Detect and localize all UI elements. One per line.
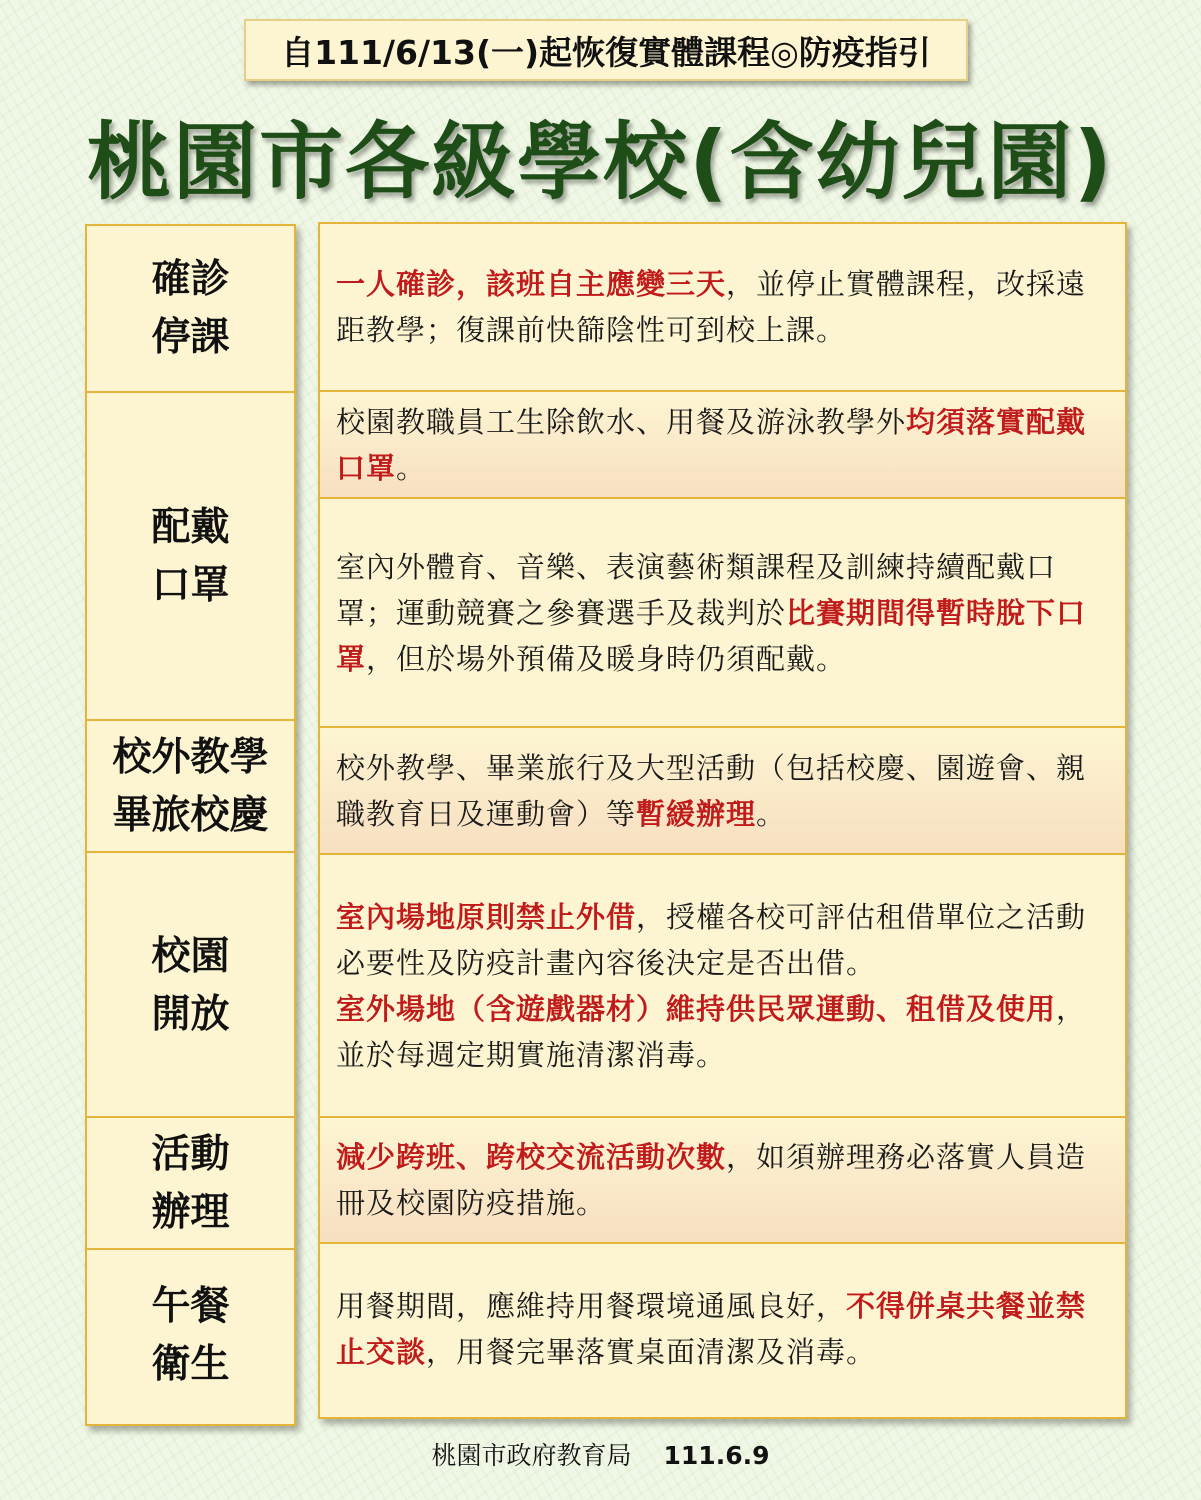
rule-highlight: 減少跨班、跨校交流活動次數 [336,1140,727,1174]
rule-highlight: 一人確診，該班自主應變三天 [336,267,727,301]
page-title: 桃園市各級學校(含幼兒園) [87,113,1114,211]
rule-text: ，並於每週定期實施清潔消毒。 [336,991,1087,1072]
category-column [85,224,296,1426]
rule-campus-open [320,853,1125,1116]
subtitle-banner [244,19,968,81]
rule-mask-general [320,390,1125,497]
footer-date: 111.6.9 [663,1441,770,1470]
category-campus-open [87,851,294,1118]
category-label: 畢旅校慶 [112,793,269,838]
rule-text: 用餐期間，應維持用餐環境通風良好， [336,1288,847,1323]
category-label: 開放 [151,991,230,1037]
category-label: 校園 [151,933,230,979]
rule-text: 。 [396,450,427,485]
category-activities [87,1116,294,1250]
rule-text: 校外教學、畢業旅行及大型活動（包括校慶、園遊會、親職教育日及運動會）等 [336,750,1087,831]
category-mask [87,391,294,721]
rule-text: ，用餐完畢落實桌面清潔及消毒。 [426,1334,877,1369]
category-field-trip [87,719,294,853]
rules-column [318,222,1127,1419]
rule-text: ，如須辦理務必落實人員造冊及校園防疫措施。 [336,1140,1087,1220]
rule-text: 校園教職員工生除飲水、用餐及游泳教學外 [336,404,907,439]
category-label: 確診 [151,256,230,302]
rule-highlight: 均須落實配戴口罩 [336,404,1087,485]
rule-highlight: 室外場地（含遊戲器材）維持供民眾運動、租借及使用 [336,991,1057,1026]
subtitle-text: 自111/6/13(一)起恢復實體課程◎防疫指引 [281,32,931,72]
footer [0,1436,1201,1472]
rule-highlight: 比賽期間得暫時脫下口罩 [336,595,1087,676]
rule-highlight: 暫緩辦理 [636,796,757,831]
category-label: 衛生 [151,1342,230,1387]
category-label: 校外教學 [112,735,269,780]
category-confirmed-case [87,226,294,391]
footer-org: 桃園市政府教育局 [431,1441,632,1470]
category-lunch [87,1248,294,1422]
rule-lunch [320,1242,1125,1413]
rule-highlight: 室內場地原則禁止外借 [336,899,637,934]
rule-highlight: 不得併桌共餐並禁止交談 [336,1288,1087,1369]
category-label: 配戴 [151,505,230,550]
rule-activities [320,1116,1125,1242]
category-label: 辦理 [151,1190,230,1235]
rule-field-trip [320,726,1125,853]
rule-text: ，授權各校可評估租借單位之活動必要性及防疫計畫內容後決定是否出借。 [336,899,1087,980]
rule-text: 室內外體育、音樂、表演藝術類課程及訓練持續配戴口罩；運動競賽之參賽選手及裁判於 [336,549,1057,630]
category-label: 活動 [151,1132,230,1177]
rule-text: 。 [756,796,787,831]
rule-text: ，但於場外預備及暖身時仍須配戴。 [366,641,847,676]
rule-confirmed-case [320,224,1125,390]
rule-mask-sports [320,497,1125,726]
category-label: 午餐 [151,1284,230,1329]
category-label: 口罩 [151,563,230,608]
rule-text: ，並停止實體課程，改採遠距教學；復課前快篩陰性可到校上課。 [336,267,1087,347]
category-label: 停課 [151,314,230,360]
